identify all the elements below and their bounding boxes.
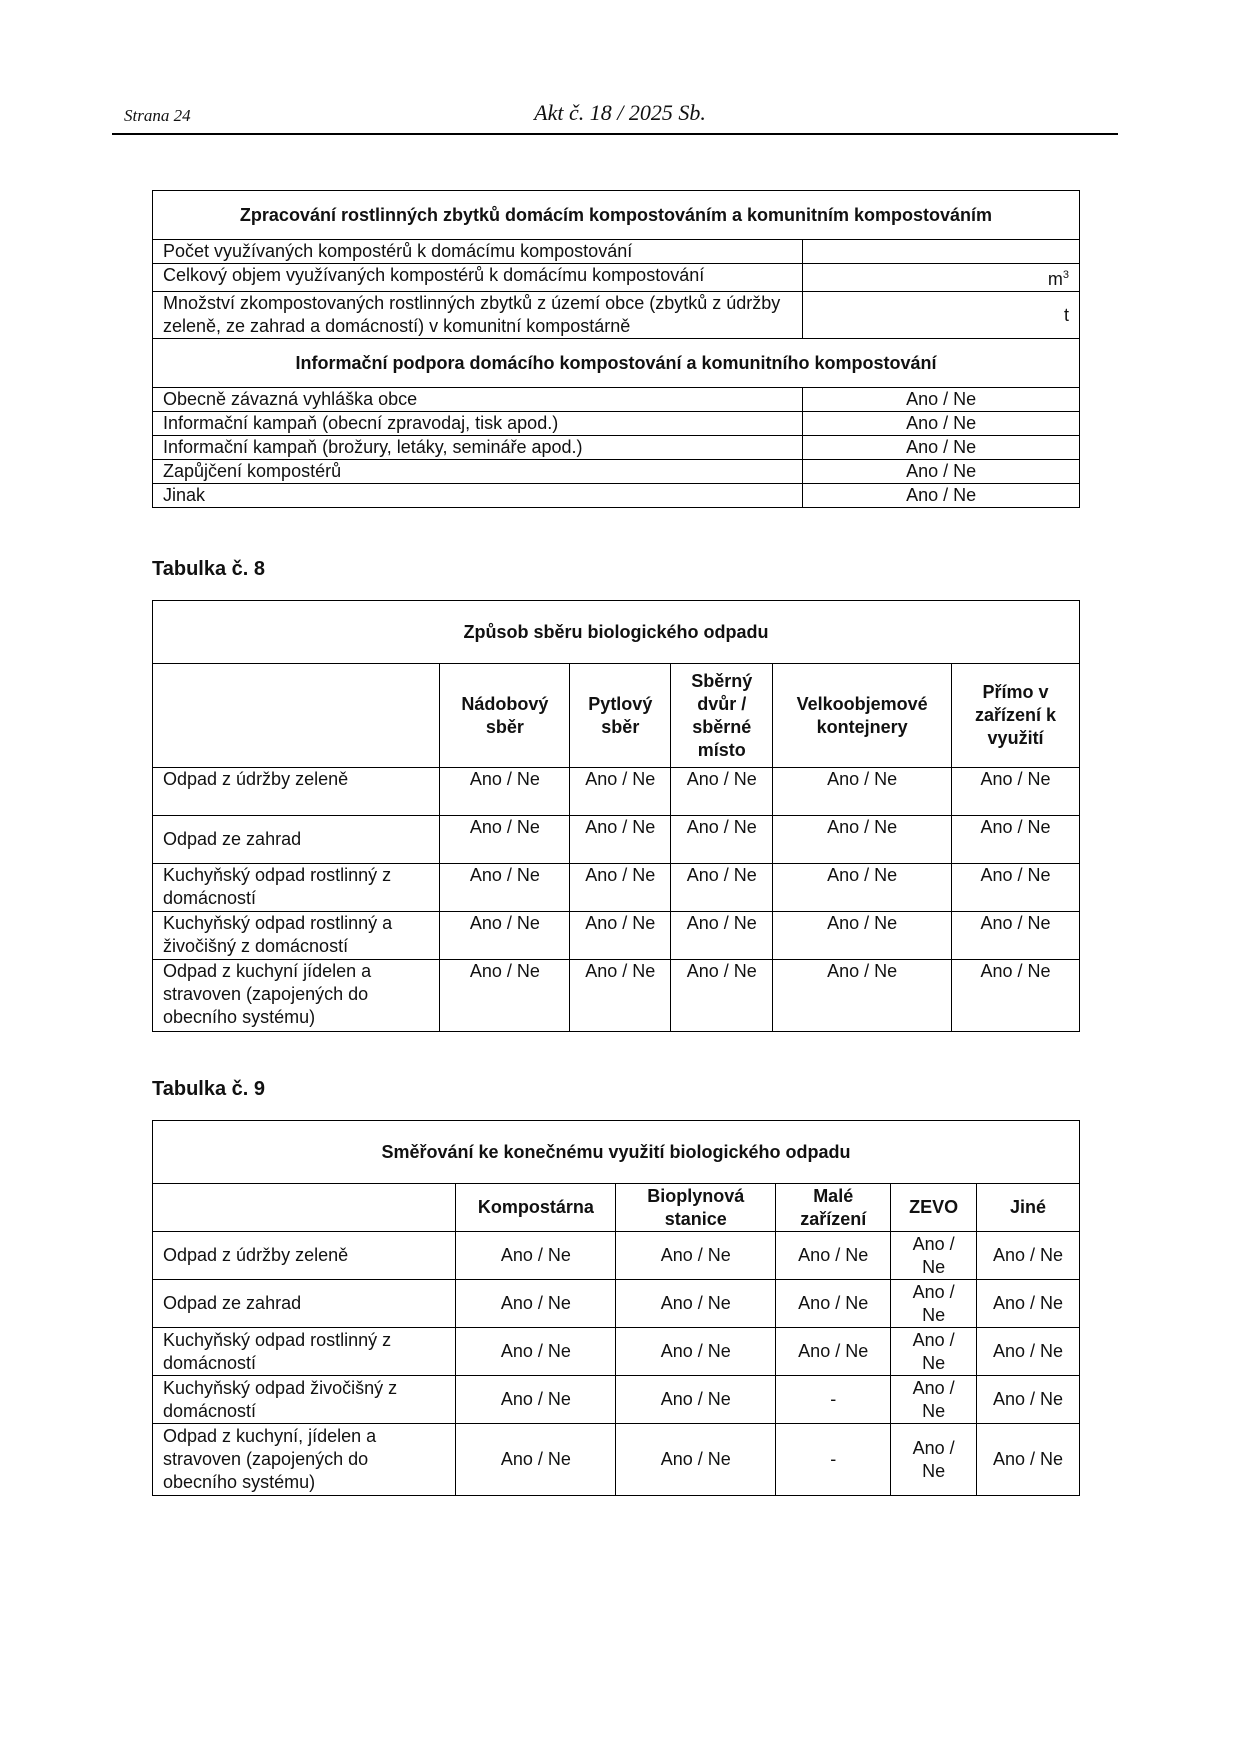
yes-no-option[interactable]: Ano / Ne [440,960,570,1032]
yes-no-option[interactable]: Ano / Ne [671,864,773,912]
column-header [153,1184,456,1232]
row-label: Kuchyňský odpad rostlinný a živočišný z domácností [153,912,440,960]
yes-no-option[interactable]: Ano / Ne [803,460,1080,484]
row-label: Kuchyňský odpad rostlinný z domácností [153,1328,456,1376]
yes-no-option[interactable]: Ano / Ne [440,816,570,864]
row-label: Odpad z údržby zeleně [153,768,440,816]
yes-no-option[interactable]: Ano / Ne [773,768,952,816]
collection-method-table [152,600,1080,1032]
row-label: Obecně závazná vyhláška obce [153,388,803,412]
yes-no-option[interactable]: Ano / Ne [891,1280,977,1328]
yes-no-option[interactable]: Ano / Ne [671,816,773,864]
yes-no-option[interactable]: Ano / Ne [891,1232,977,1280]
input-cell[interactable]: $m^3$ [803,264,1080,292]
yes-no-option[interactable]: Ano / Ne [977,1376,1080,1424]
table-row [153,292,1080,339]
column-header [153,664,440,768]
yes-no-option[interactable]: Ano / Ne [891,1376,977,1424]
composting-table [152,190,1080,508]
yes-no-option[interactable]: Ano / Ne [977,1280,1080,1328]
yes-no-option[interactable]: Ano / Ne [773,816,952,864]
table-9-caption: Tabulka č. 9 [152,1078,266,1100]
row-label: Odpad ze zahrad [153,1280,456,1328]
yes-no-option[interactable]: Ano / Ne [803,436,1080,460]
yes-no-option[interactable]: Ano / Ne [952,912,1080,960]
table-row [153,264,1080,292]
table-row [153,1280,1080,1328]
yes-no-option[interactable]: Ano / Ne [440,864,570,912]
yes-no-option[interactable]: Ano / Ne [570,960,671,1032]
input-cell[interactable] [803,240,1080,264]
table-row [153,412,1080,436]
yes-no-option[interactable]: Ano / Ne [616,1376,776,1424]
yes-no-option[interactable]: Ano / Ne [456,1376,616,1424]
yes-no-option[interactable]: Ano / Ne [456,1280,616,1328]
yes-no-option[interactable]: Ano / Ne [803,388,1080,412]
row-label: Kuchyňský odpad rostlinný z domácností [153,864,440,912]
yes-no-option[interactable]: Ano / Ne [456,1424,616,1496]
page-number: Strana 24 [124,106,191,125]
yes-no-option[interactable]: Ano / Ne [570,768,671,816]
composting-title: Zpracování rostlinných zbytků domácím kompostováním a komunitním kompostováním [153,191,1080,240]
yes-no-option[interactable]: Ano / Ne [891,1424,977,1496]
row-label: Jinak [153,484,803,508]
row-label: Odpad ze zahrad [153,816,440,864]
table-row [153,912,1080,960]
column-header: Sběrný dvůr / sběrné místo [671,664,773,768]
yes-no-option[interactable]: Ano / Ne [616,1232,776,1280]
row-label: Celkový objem využívaných kompostérů k domácímu kompostování [153,264,803,292]
yes-no-option[interactable]: Ano / Ne [570,864,671,912]
column-header: Pytlový sběr [570,664,671,768]
row-label: Informační kampaň (obecní zpravodaj, tisk apod.) [153,412,803,436]
yes-no-option[interactable]: Ano / Ne [440,912,570,960]
not-applicable: - [776,1424,891,1496]
header-rule [112,133,1118,135]
row-label: Množství zkompostovaných rostlinných zbytků z území obce (zbytků z údržby zeleně, ze zahrad a domácností) v komunitní kompostárně [153,292,803,339]
column-header: Kompostárna [456,1184,616,1232]
yes-no-option[interactable]: Ano / Ne [440,768,570,816]
table-row [153,960,1080,1032]
yes-no-option[interactable]: Ano / Ne [952,816,1080,864]
final-use-table [152,1120,1080,1496]
not-applicable: - [776,1376,891,1424]
row-label: Odpad z údržby zeleně [153,1232,456,1280]
yes-no-option[interactable]: Ano / Ne [671,912,773,960]
unit-label: t [1063,304,1069,325]
table-8-title: Způsob sběru biologického odpadu [153,601,1080,664]
table-row [153,240,1080,264]
table-row [153,1424,1080,1496]
yes-no-option[interactable]: Ano / Ne [977,1424,1080,1496]
row-label: Zapůjčení kompostérů [153,460,803,484]
act-title: Akt č. 18 / 2025 Sb. [534,100,706,125]
table-9-title: Směřování ke konečnému využití biologického odpadu [153,1121,1080,1184]
yes-no-option[interactable]: Ano / Ne [776,1280,891,1328]
yes-no-option[interactable]: Ano / Ne [773,912,952,960]
yes-no-option[interactable]: Ano / Ne [776,1232,891,1280]
table-8-caption: Tabulka č. 8 [152,558,266,580]
column-header: Jiné [977,1184,1080,1232]
table-row [153,816,1080,864]
yes-no-option[interactable]: Ano / Ne [616,1280,776,1328]
row-label: Odpad z kuchyní, jídelen a stravoven (zapojených do obecního systému) [153,1424,456,1496]
info-support-title: Informační podpora domácího kompostování a komunitního kompostování [153,339,1080,388]
table-row [153,768,1080,816]
table-row [153,484,1080,508]
column-header: Přímo v zařízení k využití [952,664,1080,768]
yes-no-option[interactable]: Ano / Ne [952,768,1080,816]
row-label: Počet využívaných kompostérů k domácímu kompostování [153,240,803,264]
yes-no-option[interactable]: Ano / Ne [891,1328,977,1376]
yes-no-option[interactable]: Ano / Ne [570,912,671,960]
yes-no-option[interactable]: Ano / Ne [773,864,952,912]
yes-no-option[interactable]: Ano / Ne [803,412,1080,436]
row-label: Odpad z kuchyní jídelen a stravoven (zapojených do obecního systému) [153,960,440,1032]
column-header: ZEVO [891,1184,977,1232]
yes-no-option[interactable]: Ano / Ne [616,1328,776,1376]
yes-no-option[interactable]: Ano / Ne [456,1232,616,1280]
table-row [153,1232,1080,1280]
column-header: Malé zařízení [776,1184,891,1232]
row-label: Informační kampaň (brožury, letáky, semináře apod.) [153,436,803,460]
input-cell[interactable] [803,292,1080,339]
yes-no-option[interactable]: Ano / Ne [977,1328,1080,1376]
table-row [153,1328,1080,1376]
yes-no-option[interactable]: Ano / Ne [671,960,773,1032]
table-row [153,1376,1080,1424]
yes-no-option[interactable]: Ano / Ne [616,1424,776,1496]
column-header: Nádobový sběr [440,664,570,768]
column-header: Velkoobjemové kontejnery [773,664,952,768]
row-label: Kuchyňský odpad živočišný z domácností [153,1376,456,1424]
yes-no-option[interactable]: Ano / Ne [977,1232,1080,1280]
table-row [153,864,1080,912]
yes-no-option[interactable]: Ano / Ne [952,864,1080,912]
yes-no-option[interactable]: Ano / Ne [671,768,773,816]
table-row [153,388,1080,412]
table-row [153,436,1080,460]
yes-no-option[interactable]: Ano / Ne [773,960,952,1032]
column-header: Bioplynová stanice [616,1184,776,1232]
yes-no-option[interactable]: Ano / Ne [952,960,1080,1032]
yes-no-option[interactable]: Ano / Ne [570,816,671,864]
yes-no-option[interactable]: Ano / Ne [803,484,1080,508]
table-row [153,460,1080,484]
unit-label: m [1047,269,1063,289]
yes-no-option[interactable]: Ano / Ne [776,1328,891,1376]
yes-no-option[interactable]: Ano / Ne [456,1328,616,1376]
